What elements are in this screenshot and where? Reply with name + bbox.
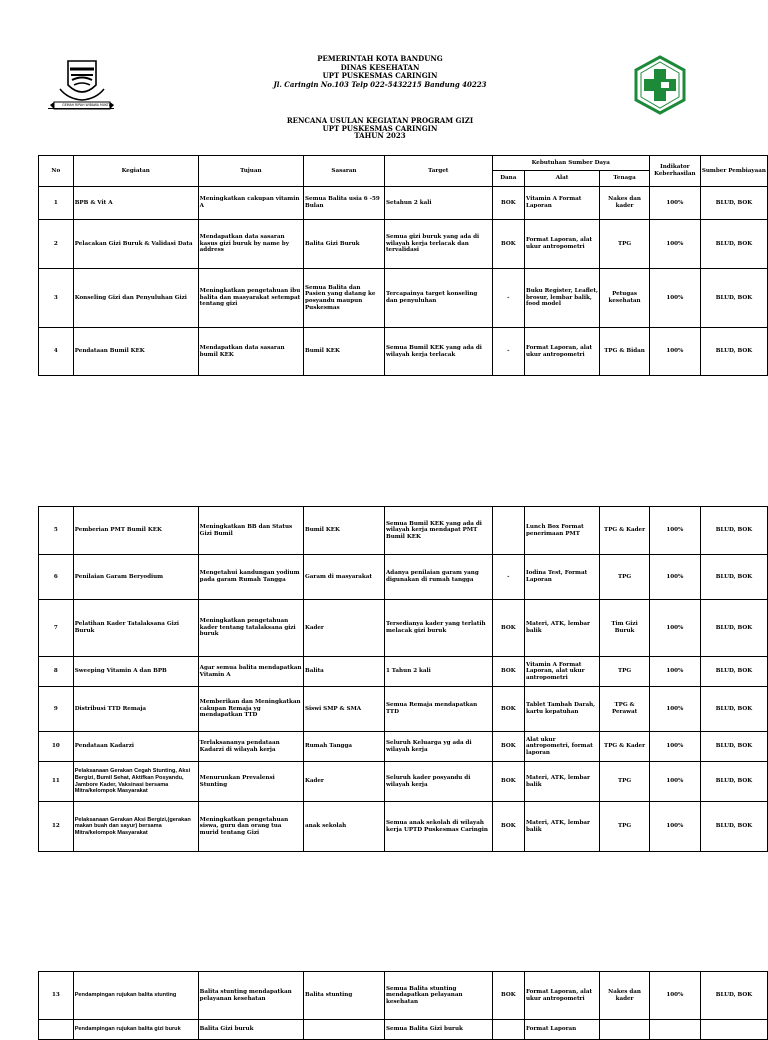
col-target: Target <box>384 156 492 187</box>
row-indikator: 100% <box>649 600 700 657</box>
row-tujuan: Agar semua balita mendapatkan Vitamin A <box>198 657 303 687</box>
row-target: Semua Remaja mendapatkan TTD <box>384 687 492 732</box>
row-tenaga: Petugas kesehatan <box>600 269 650 328</box>
col-dana: Dana <box>492 171 524 187</box>
row-tenaga: TPG & Kader <box>600 732 650 762</box>
row-kegiatan: Pelaksanaan Gerakan Cegah Stunting, Aksi Bergizi, Bumil Sehat, Aktifkan Posyandu, Jambore Kader, Vaksinasi bersama Mitra/kelompok Masyarakat <box>73 762 198 802</box>
row-target: Seluruh kader posyandu di wilayah kerja <box>384 762 492 802</box>
row-no: 6 <box>39 555 74 600</box>
row-sumber: BLUD, BOK <box>700 555 767 600</box>
row-no <box>39 1020 74 1040</box>
address: Jl. Caringin No.103 Telp 022-5432215 Bandung 40223 <box>273 79 487 89</box>
row-indikator: 100% <box>649 732 700 762</box>
table-row <box>39 657 768 687</box>
row-indikator: 100% <box>649 972 700 1020</box>
row-tujuan: Meningkatkan pengetahuan kader tentang tatalaksana gizi buruk <box>198 600 303 657</box>
row-indikator: 100% <box>649 802 700 852</box>
row-alat: Vitamin A Format Laporan <box>524 187 599 220</box>
row-indikator: 100% <box>649 507 700 555</box>
row-no: 10 <box>39 732 74 762</box>
table-row <box>39 687 768 732</box>
row-tenaga: TPG <box>600 220 650 269</box>
table-row <box>39 972 768 1020</box>
row-kegiatan: BPB & Vit A <box>73 187 198 220</box>
row-kegiatan: Pendampingan rujukan balita stunting <box>73 972 198 1020</box>
row-tujuan: Balita Gizi buruk <box>198 1020 303 1040</box>
row-dana: BOK <box>492 972 524 1020</box>
col-indikator: Indikator Keberhasilan <box>649 156 700 187</box>
row-target: Setahun 2 kali <box>384 187 492 220</box>
title-line-3: TAHUN 2023 <box>354 131 406 141</box>
row-no: 7 <box>39 600 74 657</box>
row-no: 5 <box>39 507 74 555</box>
row-sasaran: Semua Balita usia 6 -59 Bulan <box>303 187 384 220</box>
row-no: 1 <box>39 187 74 220</box>
row-alat: Format Laporan, alat ukur antropometri <box>524 220 599 269</box>
row-target: Semua Balita stunting mendapatkan pelayanan kesehatan <box>384 972 492 1020</box>
activity-table-page-3 <box>38 971 768 1040</box>
row-indikator: 100% <box>649 657 700 687</box>
row-indikator: 100% <box>649 687 700 732</box>
puskesmas-cross-icon <box>634 55 686 115</box>
row-target: 1 Tahun 2 kali <box>384 657 492 687</box>
row-target: Semua Balita Gizi buruk <box>384 1020 492 1040</box>
row-target: Tersedianya kader yang terlatih melacak gizi buruk <box>384 600 492 657</box>
row-indikator: 100% <box>649 220 700 269</box>
document-title <box>200 117 560 140</box>
row-alat: Vitamin A Format Laporan, alat ukur antropometri <box>524 657 599 687</box>
row-dana: BOK <box>492 187 524 220</box>
row-alat: Materi, ATK, lembar balik <box>524 762 599 802</box>
activity-table-page-2 <box>38 506 768 852</box>
unit-name: UPT PUSKESMAS CARINGIN <box>322 71 438 81</box>
row-alat: Lunch Box Format penerimaan PMT <box>524 507 599 555</box>
table-row <box>39 220 768 269</box>
row-sasaran: Balita stunting <box>303 972 384 1020</box>
row-sumber: BLUD, BOK <box>700 687 767 732</box>
row-sumber <box>700 1020 767 1040</box>
row-tujuan: Mendapatkan data sasaran bumil KEK <box>198 328 303 376</box>
row-sasaran <box>303 1020 384 1040</box>
row-tujuan: Meningkatkan BB dan Status Gizi Bumil <box>198 507 303 555</box>
row-target: Semua Bumil KEK yang ada di wilayah kerja terlacak <box>384 328 492 376</box>
col-tujuan: Tujuan <box>198 156 303 187</box>
row-indikator: 100% <box>649 328 700 376</box>
title-line-2: UPT PUSKESMAS CARINGIN <box>322 123 438 133</box>
row-dana: BOK <box>492 802 524 852</box>
row-tujuan: Balita stunting mendapatkan pelayanan kesehatan <box>198 972 303 1020</box>
row-alat: Format Laporan, alat ukur antropometri <box>524 972 599 1020</box>
row-sumber: BLUD, BOK <box>700 220 767 269</box>
row-sumber: BLUD, BOK <box>700 269 767 328</box>
row-sasaran: Rumah Tangga <box>303 732 384 762</box>
row-no: 8 <box>39 657 74 687</box>
row-dana: BOK <box>492 762 524 802</box>
table-row <box>39 328 768 376</box>
row-sumber: BLUD, BOK <box>700 600 767 657</box>
row-alat: Alat ukur antropometri, format laporan <box>524 732 599 762</box>
row-tujuan: Mendapatkan data sasaran kasus gizi buruk by name by address <box>198 220 303 269</box>
row-kegiatan: Pemberian PMT Bumil KEK <box>73 507 198 555</box>
row-tujuan: Meningkatkan pengetahuan siswa, guru dan orang tua murid tentang Gizi <box>198 802 303 852</box>
row-dana: - <box>492 555 524 600</box>
row-kegiatan: Pendataan Bumil KEK <box>73 328 198 376</box>
row-dana: - <box>492 328 524 376</box>
row-sumber: BLUD, BOK <box>700 657 767 687</box>
row-sasaran: Kader <box>303 600 384 657</box>
row-kegiatan: Konseling Gizi dan Penyuluhan Gizi <box>73 269 198 328</box>
row-tenaga: TPG <box>600 657 650 687</box>
row-sumber: BLUD, BOK <box>700 328 767 376</box>
row-sasaran: Balita <box>303 657 384 687</box>
row-sasaran: Balita Gizi Buruk <box>303 220 384 269</box>
row-tenaga: TPG & Perawat <box>600 687 650 732</box>
col-sumber: Sumber Pembiayaan <box>700 156 767 187</box>
col-sasaran: Sasaran <box>303 156 384 187</box>
row-tujuan: Menurunkan Prevalensi Stunting <box>198 762 303 802</box>
row-kegiatan: Penilaian Garam Beryodium <box>73 555 198 600</box>
row-target: Semua gizi buruk yang ada di wilayah kerja terlacak dan tervalidasi <box>384 220 492 269</box>
row-sumber: BLUD, BOK <box>700 507 767 555</box>
row-no: 9 <box>39 687 74 732</box>
row-sasaran: Bumil KEK <box>303 328 384 376</box>
header-rule <box>48 108 114 109</box>
row-tenaga: TPG <box>600 555 650 600</box>
row-indikator: 100% <box>649 555 700 600</box>
row-dana: BOK <box>492 220 524 269</box>
crest-motto: GEMAH RIPAH WIBAWA MUKTI <box>62 103 110 107</box>
table-row <box>39 802 768 852</box>
row-alat: Materi, ATK, lembar balik <box>524 802 599 852</box>
row-tenaga: TPG <box>600 802 650 852</box>
row-kegiatan: Pendataan Kadarzi <box>73 732 198 762</box>
table-row <box>39 1020 768 1040</box>
col-tenaga: Tenaga <box>600 171 650 187</box>
row-target: Semua Bumil KEK yang ada di wilayah kerja mendapat PMT Bumil KEK <box>384 507 492 555</box>
title-line-1: RENCANA USULAN KEGIATAN PROGRAM GIZI <box>286 116 474 125</box>
row-alat: Tablet Tambah Darah, kartu kepatuhan <box>524 687 599 732</box>
row-dana: - <box>492 269 524 328</box>
table-row <box>39 187 768 220</box>
row-alat: Format Laporan, alat ukur antropometri <box>524 328 599 376</box>
row-sasaran: Kader <box>303 762 384 802</box>
row-tenaga: Nakes dan kader <box>600 972 650 1020</box>
row-sumber: BLUD, BOK <box>700 972 767 1020</box>
row-target: Seluruh Keluarga yg ada di wilayah kerja <box>384 732 492 762</box>
letterhead <box>0 0 768 110</box>
row-no: 2 <box>39 220 74 269</box>
row-tujuan: Terlaksananya pendataan Kadarzi di wilayah kerja <box>198 732 303 762</box>
row-tenaga: TPG & Bidan <box>600 328 650 376</box>
row-sumber: BLUD, BOK <box>700 802 767 852</box>
row-dana <box>492 1020 524 1040</box>
row-no: 3 <box>39 269 74 328</box>
table-row <box>39 555 768 600</box>
row-no: 4 <box>39 328 74 376</box>
row-no: 13 <box>39 972 74 1020</box>
row-no: 11 <box>39 762 74 802</box>
row-tujuan: Meningkatkan pengetahuan ibu balita dan masyarakat setempat tentang gizi <box>198 269 303 328</box>
row-indikator: 100% <box>649 187 700 220</box>
row-tujuan: Meningkatkan cakupan vitamin A <box>198 187 303 220</box>
letterhead-text <box>200 55 560 89</box>
row-tujuan: Memberikan dan Meningkatkan cakupan Remaja yg mendapatkan TTD <box>198 687 303 732</box>
row-alat: Format Laporan <box>524 1020 599 1040</box>
table-row <box>39 762 768 802</box>
row-indikator: 100% <box>649 762 700 802</box>
row-kegiatan: Distribusi TTD Remaja <box>73 687 198 732</box>
row-sasaran: Garam di masyarakat <box>303 555 384 600</box>
row-target: Adanya penilaian garam yang digunakan di rumah tangga <box>384 555 492 600</box>
row-indikator: 100% <box>649 269 700 328</box>
row-tenaga <box>600 1020 650 1040</box>
col-kegiatan: Kegiatan <box>73 156 198 187</box>
row-tujuan: Mengetahui kandungan yodium pada garam Rumah Tangga <box>198 555 303 600</box>
row-indikator <box>649 1020 700 1040</box>
row-target: Semua anak sekolah di wilayah kerja UPTD Puskesmas Caringin <box>384 802 492 852</box>
dept-name: DINAS KESEHATAN <box>340 62 420 72</box>
row-no: 12 <box>39 802 74 852</box>
row-target: Tercapainya target konseling dan penyuluhan <box>384 269 492 328</box>
row-sasaran: Semua Balita dan Pasien yang datang ke posyandu maupun Puskesmas <box>303 269 384 328</box>
row-sasaran: Siswi SMP & SMA <box>303 687 384 732</box>
row-tenaga: TPG & Kader <box>600 507 650 555</box>
gov-name: PEMERINTAH KOTA BANDUNG <box>317 54 443 63</box>
row-sumber: BLUD, BOK <box>700 187 767 220</box>
row-tenaga: Nakes dan kader <box>600 187 650 220</box>
row-dana <box>492 507 524 555</box>
row-kegiatan: Pendampingan rujukan balita gizi buruk <box>73 1020 198 1040</box>
row-tenaga: TPG <box>600 762 650 802</box>
row-kegiatan: Sweeping Vitamin A dan BPB <box>73 657 198 687</box>
row-sasaran: anak sekolah <box>303 802 384 852</box>
activity-table-page-1 <box>38 155 768 376</box>
table-row <box>39 732 768 762</box>
row-kegiatan: Pelatihan Kader Tatalaksana Gizi Buruk <box>73 600 198 657</box>
table-row <box>39 507 768 555</box>
row-dana: BOK <box>492 600 524 657</box>
row-alat: Iodina Test, Format Laporan <box>524 555 599 600</box>
row-kegiatan: Pelacakan Gizi Buruk & Validasi Data <box>73 220 198 269</box>
col-no: No <box>39 156 74 187</box>
row-alat: Materi, ATK, lembar balik <box>524 600 599 657</box>
row-alat: Buku Register, Leaflet, brosur, lembar balik, food model <box>524 269 599 328</box>
row-kegiatan: Pelaksanaan Gerakan Aksi Bergizi,(gerakan makan buah dan sayur) bersama Mitra/kelompok Masyarakat <box>73 802 198 852</box>
row-sasaran: Bumil KEK <box>303 507 384 555</box>
table-row <box>39 269 768 328</box>
col-alat: Alat <box>524 171 599 187</box>
col-kebutuhan: Kebutuhan Sumber Daya <box>492 156 649 171</box>
row-dana: BOK <box>492 732 524 762</box>
row-dana: BOK <box>492 657 524 687</box>
row-sumber: BLUD, BOK <box>700 732 767 762</box>
table-row <box>39 600 768 657</box>
row-tenaga: Tim Gizi Buruk <box>600 600 650 657</box>
row-dana: BOK <box>492 687 524 732</box>
row-sumber: BLUD, BOK <box>700 762 767 802</box>
